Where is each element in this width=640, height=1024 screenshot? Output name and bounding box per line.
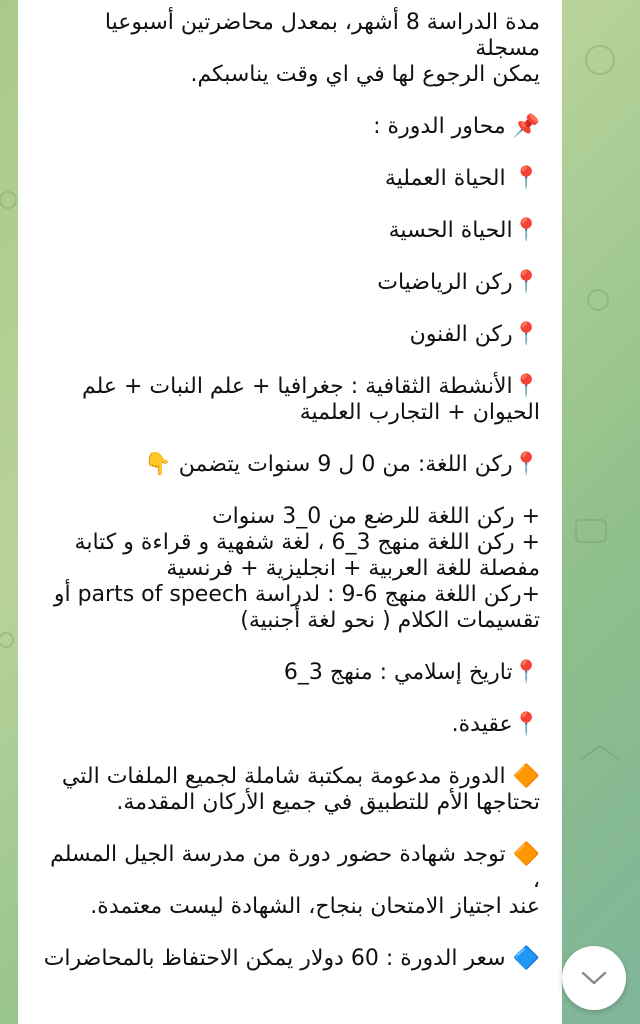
message-bubble	[18, 0, 562, 1024]
blank-line	[36, 816, 540, 842]
blank-line	[36, 348, 540, 374]
blank-line	[36, 192, 540, 218]
message-line: 📍ركن الرياضيات	[377, 270, 540, 295]
blank-line	[36, 244, 540, 270]
chevron-down-icon	[579, 968, 609, 988]
message-line: عند اجتياز الامتحان بنجاح، الشهادة ليست معتمدة.	[90, 894, 540, 919]
blank-line	[36, 478, 540, 504]
message-line: 🔶 الدورة مدعومة بمكتبة شاملة لجميع الملفات التي	[61, 764, 540, 789]
blank-line	[36, 296, 540, 322]
blank-line	[36, 738, 540, 764]
blank-line	[36, 634, 540, 660]
scroll-down-button[interactable]	[562, 946, 626, 1010]
message-line: 🔶 توجد شهادة حضور دورة من مدرسة الجيل المسلم ،	[50, 842, 540, 893]
message-line: + ركن اللغة للرضع من 0_3 سنوات	[211, 504, 540, 529]
message-line: تقسيمات الكلام ( نحو لغة أجنبية)	[240, 608, 540, 633]
message-line: يمكن الرجوع لها في اي وقت يناسبكم.	[190, 62, 540, 87]
message-line: تحتاجها الأم للتطبيق في جميع الأركان المقدمة.	[116, 790, 540, 815]
message-line: + ركن اللغة منهج 3_6 ، لغة شفهية و قراءة و كتابة	[74, 530, 540, 555]
message-line: 🔷 سعر الدورة : 60 دولار يمكن الاحتفاظ بالمحاضرات	[43, 946, 540, 971]
message-line: مفصلة للغة العربية + انجليزية + فرنسية	[166, 556, 540, 581]
message-line: 📍الأنشطة الثقافية : جغرافيا + علم النبات + علم	[81, 374, 540, 399]
message-line: +ركن اللغة منهج 6-9 : لدراسة parts of speech أو	[53, 582, 540, 607]
message-line: 📍ركن اللغة: من 0 ل 9 سنوات يتضمن 👇	[144, 452, 540, 477]
message-line: 📍الحياة الحسية	[388, 218, 540, 243]
blank-line	[36, 686, 540, 712]
message-line: مدة الدراسة 8 أشهر، بمعدل محاضرتين أسبوعيا مسجلة	[104, 10, 540, 61]
blank-line	[36, 140, 540, 166]
message-text	[18, 0, 562, 972]
message-line: 📍تاريخ إسلامي : منهج 3_6	[283, 660, 540, 685]
message-line: الحيوان + التجارب العلمية	[299, 400, 540, 425]
message-line: 📌 محاور الدورة :	[373, 114, 540, 139]
message-line: 📍 الحياة العملية	[384, 166, 540, 191]
blank-line	[36, 920, 540, 946]
message-line: 📍ركن الفنون	[409, 322, 540, 347]
blank-line	[36, 88, 540, 114]
message-line: 📍عقيدة.	[451, 712, 540, 737]
blank-line	[36, 426, 540, 452]
